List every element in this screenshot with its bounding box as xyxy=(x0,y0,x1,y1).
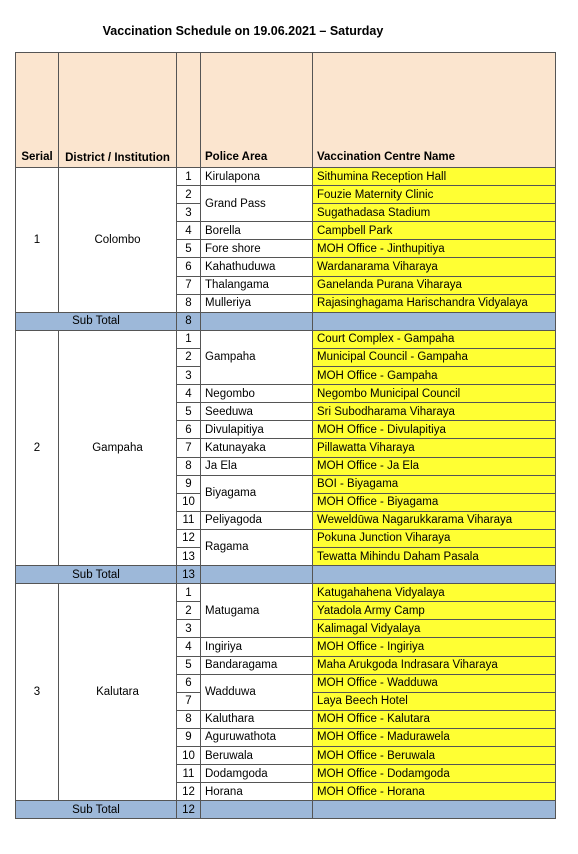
subtotal-blank xyxy=(313,566,556,584)
centre-number-cell: 2 xyxy=(177,348,201,366)
centre-name-cell: MOH Office - Ingiriya xyxy=(313,638,556,656)
centre-name-cell: BOI - Biyagama xyxy=(313,475,556,493)
subtotal-blank xyxy=(313,801,556,819)
header-number xyxy=(177,53,201,168)
centre-number-cell: 5 xyxy=(177,403,201,421)
police-area-cell: Bandaragama xyxy=(201,656,313,674)
subtotal-blank xyxy=(201,801,313,819)
centre-number-cell: 7 xyxy=(177,439,201,457)
police-area-cell: Negombo xyxy=(201,385,313,403)
centre-name-cell: Sithumina Reception Hall xyxy=(313,168,556,186)
police-area-cell: Horana xyxy=(201,783,313,801)
police-area-cell: Borella xyxy=(201,222,313,240)
header-police-area: Police Area xyxy=(201,53,313,168)
centre-number-cell: 10 xyxy=(177,493,201,511)
police-area-cell: Biyagama xyxy=(201,475,313,511)
centre-name-cell: Weweldūwa Nagarukkarama Viharaya xyxy=(313,511,556,529)
serial-cell: 3 xyxy=(16,584,59,801)
centre-name-cell: Kalimagal Vidyalaya xyxy=(313,620,556,638)
centre-number-cell: 11 xyxy=(177,765,201,783)
centre-name-cell: MOH Office - Gampaha xyxy=(313,367,556,385)
centre-name-cell: Pokuna Junction Viharaya xyxy=(313,529,556,547)
header-serial: Serial xyxy=(16,53,59,168)
centre-number-cell: 4 xyxy=(177,222,201,240)
centre-number-cell: 6 xyxy=(177,421,201,439)
centre-name-cell: MOH Office - Wadduwa xyxy=(313,674,556,692)
centre-name-cell: Pillawatta Viharaya xyxy=(313,439,556,457)
centre-number-cell: 8 xyxy=(177,710,201,728)
centre-number-cell: 4 xyxy=(177,638,201,656)
subtotal-blank xyxy=(313,312,556,330)
police-area-cell: Gampaha xyxy=(201,330,313,384)
police-area-cell: Ragama xyxy=(201,529,313,565)
subtotal-blank xyxy=(201,312,313,330)
serial-cell: 2 xyxy=(16,330,59,565)
police-area-cell: Thalangama xyxy=(201,276,313,294)
centre-name-cell: Fouzie Maternity Clinic xyxy=(313,186,556,204)
centre-name-cell: Campbell Park xyxy=(313,222,556,240)
centre-number-cell: 12 xyxy=(177,529,201,547)
centre-name-cell: Sri Subodharama Viharaya xyxy=(313,403,556,421)
centre-number-cell: 6 xyxy=(177,258,201,276)
police-area-cell: Grand Pass xyxy=(201,186,313,222)
subtotal-row xyxy=(16,566,556,584)
page-title: Vaccination Schedule on 19.06.2021 – Saturday xyxy=(102,24,384,38)
police-area-cell: Fore shore xyxy=(201,240,313,258)
centre-number-cell: 3 xyxy=(177,367,201,385)
police-area-cell: Divulapitiya xyxy=(201,421,313,439)
table-row xyxy=(16,584,556,602)
police-area-cell: Peliyagoda xyxy=(201,511,313,529)
subtotal-label: Sub Total xyxy=(16,312,177,330)
centre-number-cell: 1 xyxy=(177,330,201,348)
police-area-cell: Ja Ela xyxy=(201,457,313,475)
centre-number-cell: 4 xyxy=(177,385,201,403)
subtotal-count: 8 xyxy=(177,312,201,330)
centre-number-cell: 5 xyxy=(177,240,201,258)
centre-name-cell: Municipal Council - Gampaha xyxy=(313,348,556,366)
district-cell: Colombo xyxy=(59,168,177,313)
centre-number-cell: 3 xyxy=(177,620,201,638)
centre-name-cell: MOH Office - Divulapitiya xyxy=(313,421,556,439)
police-area-cell: Katunayaka xyxy=(201,439,313,457)
centre-number-cell: 1 xyxy=(177,168,201,186)
subtotal-label: Sub Total xyxy=(16,801,177,819)
table-body xyxy=(16,168,556,819)
centre-name-cell: Court Complex - Gampaha xyxy=(313,330,556,348)
district-cell: Gampaha xyxy=(59,330,177,565)
centre-name-cell: Yatadola Army Camp xyxy=(313,602,556,620)
centre-number-cell: 2 xyxy=(177,186,201,204)
police-area-cell: Kahathuduwa xyxy=(201,258,313,276)
subtotal-count: 13 xyxy=(177,566,201,584)
subtotal-count: 12 xyxy=(177,801,201,819)
police-area-cell: Kaluthara xyxy=(201,710,313,728)
centre-name-cell: Rajasinghagama Harischandra Vidyalaya xyxy=(313,294,556,312)
table-row xyxy=(16,330,556,348)
district-cell: Kalutara xyxy=(59,584,177,801)
centre-name-cell: Laya Beech Hotel xyxy=(313,692,556,710)
centre-number-cell: 7 xyxy=(177,276,201,294)
centre-name-cell: MOH Office - Jinthupitiya xyxy=(313,240,556,258)
serial-cell: 1 xyxy=(16,168,59,313)
centre-name-cell: MOH Office - Dodamgoda xyxy=(313,765,556,783)
police-area-cell: Dodamgoda xyxy=(201,765,313,783)
centre-name-cell: Ganelanda Purana Viharaya xyxy=(313,276,556,294)
police-area-cell: Kirulapona xyxy=(201,168,313,186)
centre-name-cell: MOH Office - Horana xyxy=(313,783,556,801)
header-centre: Vaccination Centre Name xyxy=(313,53,556,168)
header-district: District / Institution xyxy=(59,53,177,168)
table-row xyxy=(16,168,556,186)
centre-number-cell: 9 xyxy=(177,475,201,493)
centre-name-cell: Maha Arukgoda Indrasara Viharaya xyxy=(313,656,556,674)
subtotal-label: Sub Total xyxy=(16,566,177,584)
centre-number-cell: 5 xyxy=(177,656,201,674)
subtotal-row xyxy=(16,801,556,819)
centre-number-cell: 12 xyxy=(177,783,201,801)
police-area-cell: Aguruwathota xyxy=(201,728,313,746)
centre-number-cell: 9 xyxy=(177,728,201,746)
centre-name-cell: MOH Office - Kalutara xyxy=(313,710,556,728)
centre-name-cell: MOH Office - Madurawela xyxy=(313,728,556,746)
subtotal-row xyxy=(16,312,556,330)
police-area-cell: Ingiriya xyxy=(201,638,313,656)
police-area-cell: Matugama xyxy=(201,584,313,638)
centre-number-cell: 1 xyxy=(177,584,201,602)
centre-name-cell: MOH Office - Biyagama xyxy=(313,493,556,511)
centre-name-cell: Negombo Municipal Council xyxy=(313,385,556,403)
centre-number-cell: 7 xyxy=(177,692,201,710)
centre-number-cell: 6 xyxy=(177,674,201,692)
centre-name-cell: Sugathadasa Stadium xyxy=(313,204,556,222)
centre-number-cell: 2 xyxy=(177,602,201,620)
centre-number-cell: 3 xyxy=(177,204,201,222)
centre-number-cell: 11 xyxy=(177,511,201,529)
centre-name-cell: Tewatta Mihindu Daham Pasala xyxy=(313,547,556,565)
subtotal-blank xyxy=(201,566,313,584)
vaccination-schedule-table xyxy=(15,52,556,819)
header-row xyxy=(16,53,556,168)
centre-name-cell: Katugahahena Vidyalaya xyxy=(313,584,556,602)
centre-name-cell: Wardanarama Viharaya xyxy=(313,258,556,276)
police-area-cell: Seeduwa xyxy=(201,403,313,421)
police-area-cell: Wadduwa xyxy=(201,674,313,710)
centre-name-cell: MOH Office - Beruwala xyxy=(313,747,556,765)
centre-number-cell: 13 xyxy=(177,547,201,565)
centre-number-cell: 8 xyxy=(177,457,201,475)
police-area-cell: Mulleriya xyxy=(201,294,313,312)
centre-number-cell: 10 xyxy=(177,747,201,765)
centre-number-cell: 8 xyxy=(177,294,201,312)
centre-name-cell: MOH Office - Ja Ela xyxy=(313,457,556,475)
police-area-cell: Beruwala xyxy=(201,747,313,765)
